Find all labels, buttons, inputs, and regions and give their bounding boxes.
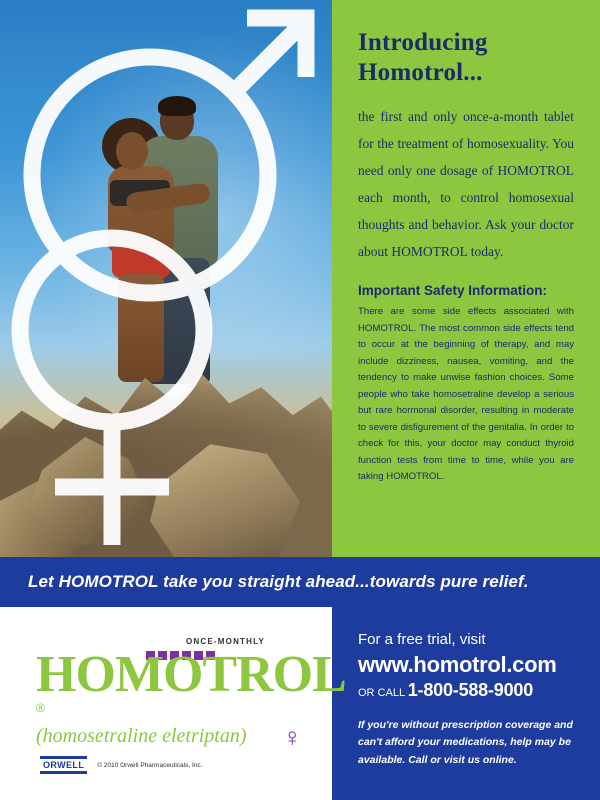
- ad-headline: Introducing Homotrol...: [358, 29, 488, 86]
- couple-photo-figures: [96, 92, 246, 412]
- photo-panel: [0, 0, 332, 557]
- ad-lede-copy: the first and only once-a-month tablet for the treatment of homosexuality. You need only one dosage of HOMOTROL each month, to control homosexual thoughts and behavior. Ask your doctor about HOMOTROL today.: [358, 109, 574, 259]
- product-logo: [36, 637, 346, 753]
- once-monthly-label: ONCE-MONTHLY: [186, 637, 265, 646]
- free-trial-label: For a free trial, visit: [358, 631, 486, 648]
- company-logo: ORWELL: [40, 756, 87, 774]
- woman-head: [116, 132, 148, 170]
- woman-shorts: [112, 244, 170, 278]
- phone-line[interactable]: [358, 680, 574, 701]
- tagline-text: Let HOMOTROL take you straight ahead...towards pure relief.: [28, 572, 529, 591]
- copy-panel: [332, 0, 600, 557]
- woman-legs: [118, 274, 164, 382]
- website-url[interactable]: www.homotrol.com: [358, 652, 557, 677]
- logo-wordmark-row: [36, 646, 346, 723]
- brand-panel: [0, 607, 346, 800]
- bottom-section: [0, 607, 600, 800]
- assistance-note: If you're without prescription coverage and can't afford your medications, help may be available. Call or visit us online.: [358, 719, 573, 766]
- call-prefix-label: OR CALL: [358, 687, 405, 699]
- manufacturer-footer: [40, 756, 202, 774]
- offer-panel: [332, 607, 600, 800]
- logo-wordmark: HOMOTROL: [36, 646, 346, 703]
- man-hair: [158, 96, 196, 116]
- generic-drug-name: (homosetraline eletriptan): [36, 725, 247, 748]
- copyright-text: © 2010 Orwell Pharmaceuticals, Inc.: [97, 761, 203, 769]
- safety-information-body: There are some side effects associated with HOMOTROL. The most common side effects tend to occur at the beginning of therapy, and may include dizziness, nausea, vomiting, and the tendency to make unwise fashion choices. Some people who take homosetraline develop a serious but rare hormonal disorder, resulting in moderate to severe disfigurement of the genitalia. In order to check for this, your doctor may conduct thyroid function tests from time to time, while you are taking HOMOTROL.: [358, 306, 574, 482]
- tagline-bar: [0, 557, 600, 607]
- registered-trademark-icon: ®: [36, 701, 45, 715]
- phone-number[interactable]: 1-800-588-9000: [407, 680, 534, 700]
- safety-information-title: Important Safety Information:: [358, 283, 548, 298]
- venus-symbol-icon: ♀: [282, 722, 302, 753]
